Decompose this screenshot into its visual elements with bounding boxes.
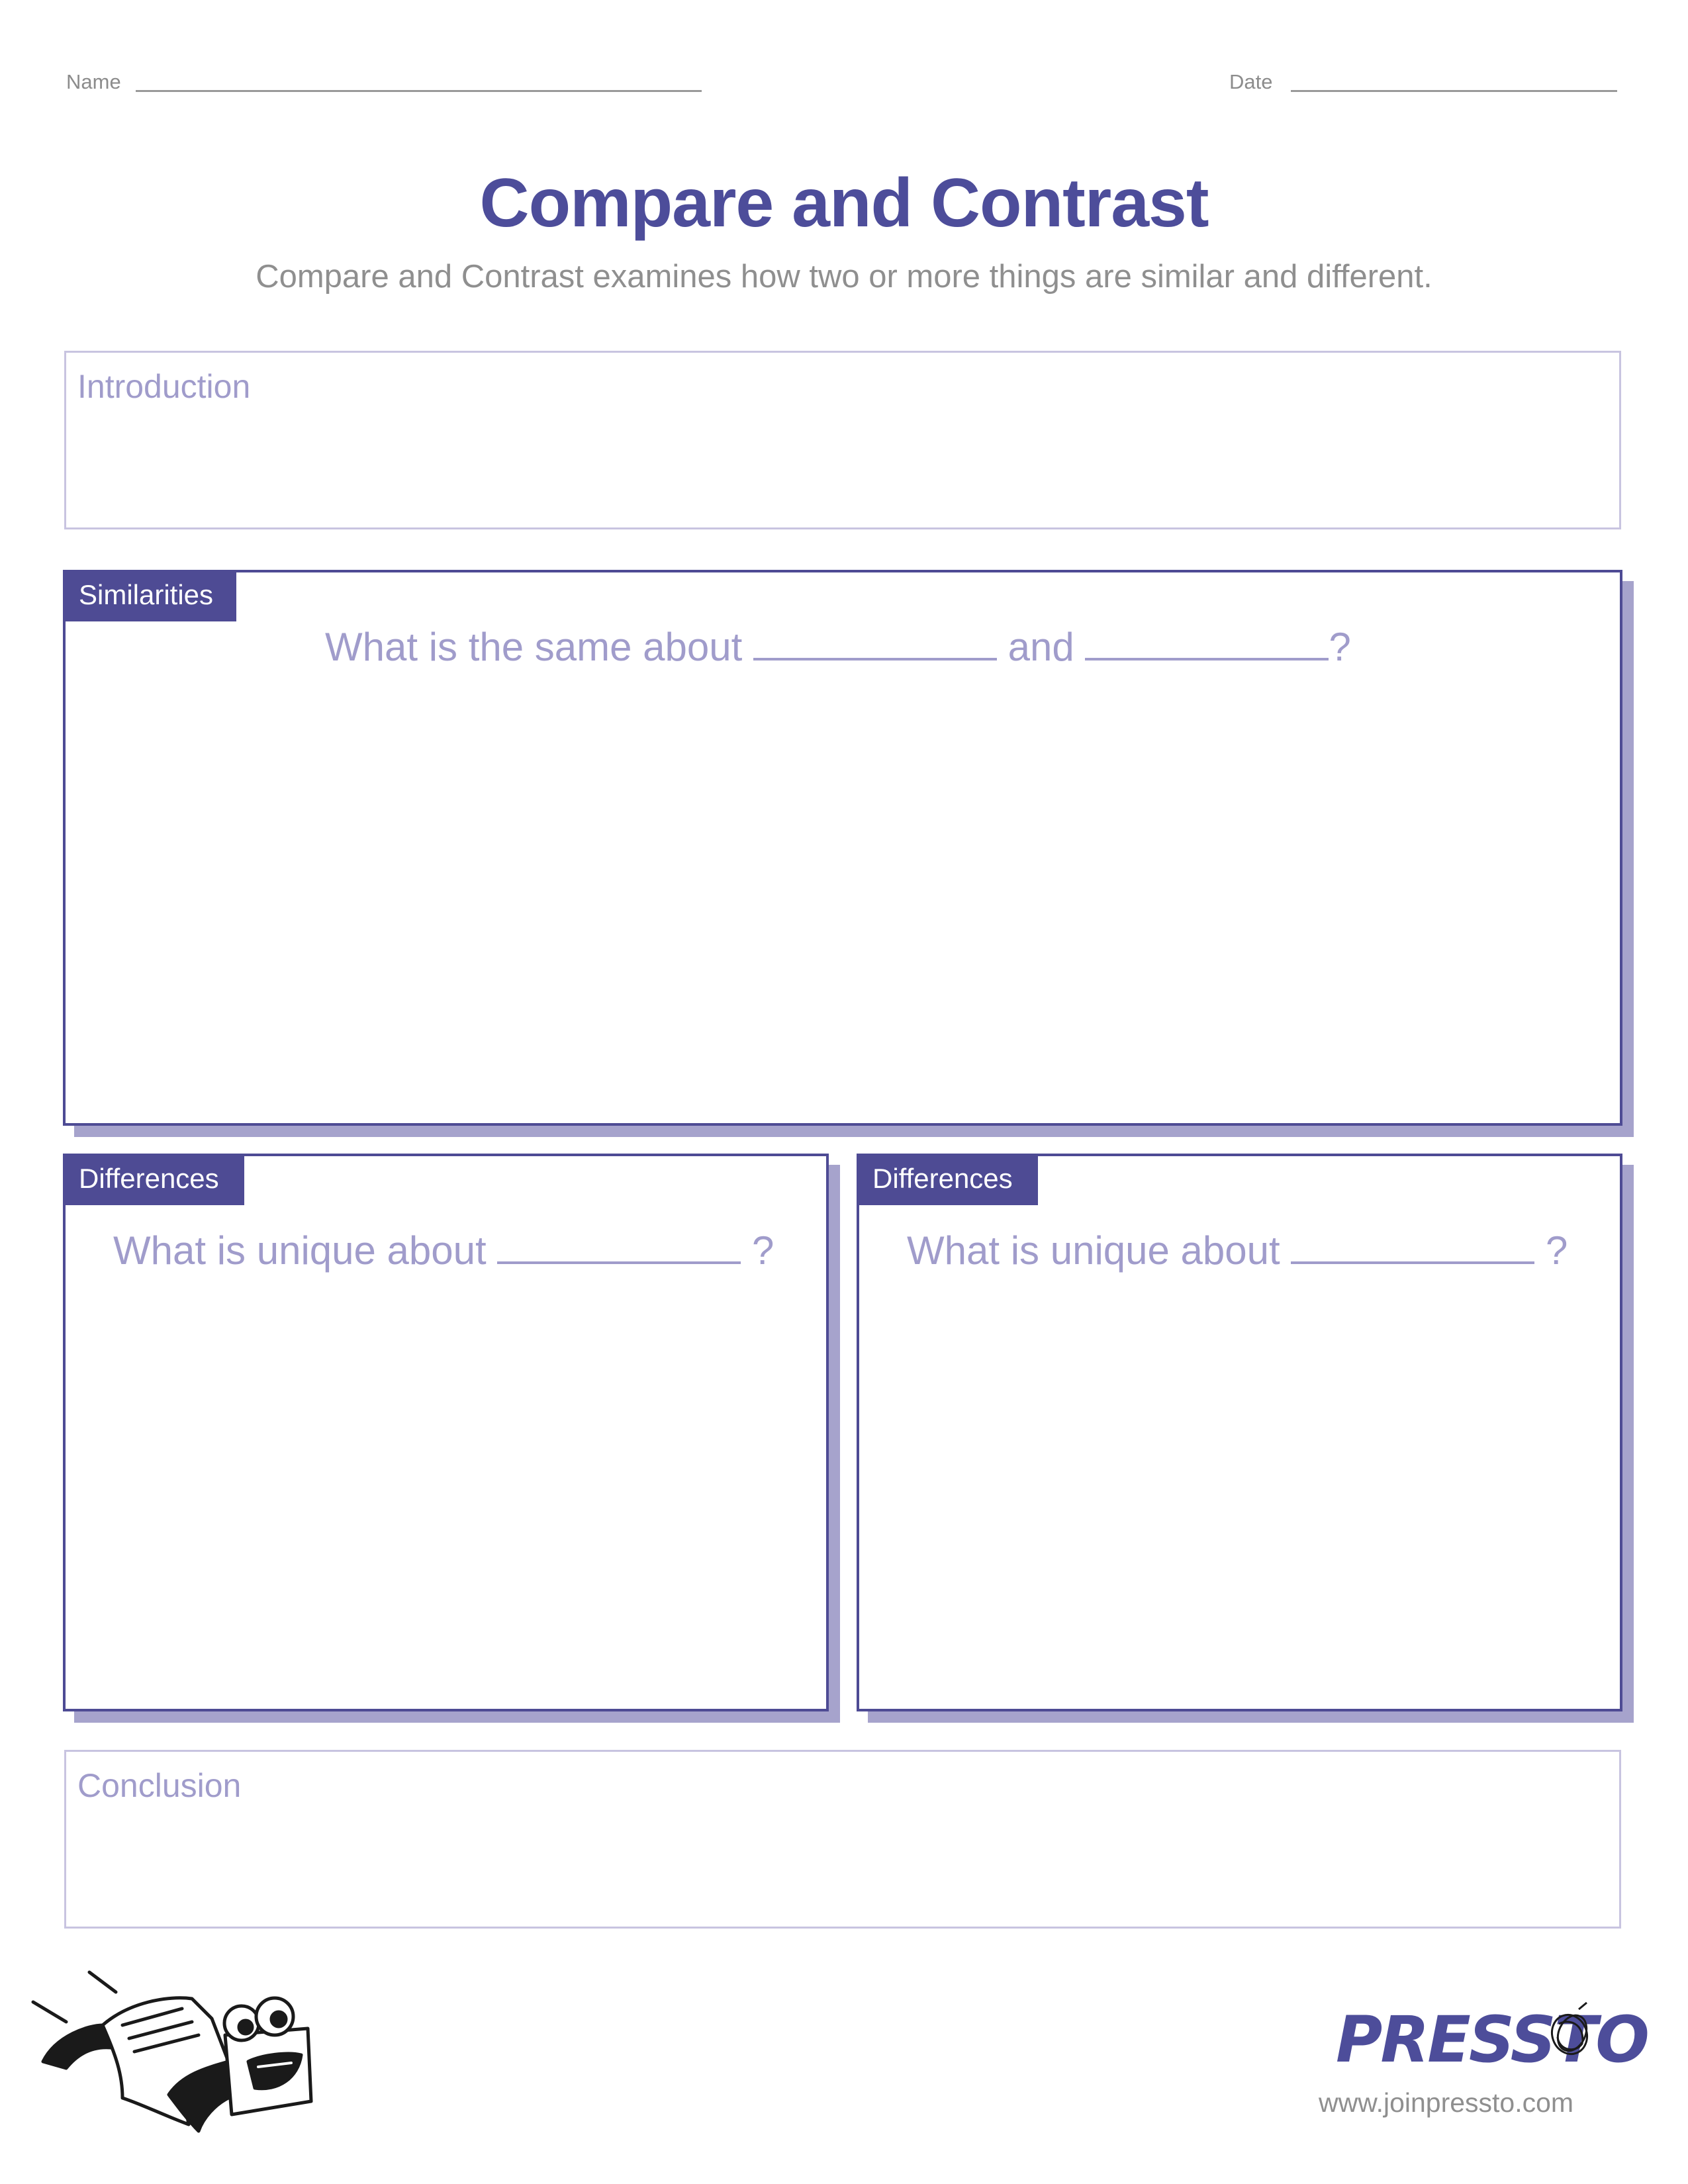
mascot-illustration-icon [30, 1962, 321, 2141]
differences-right-prompt-end: ? [1546, 1228, 1568, 1273]
similarities-card[interactable] [63, 570, 1622, 1126]
page-subtitle: Compare and Contrast examines how two or more things are similar and different. [256, 259, 1432, 295]
conclusion-box[interactable] [64, 1750, 1621, 1929]
name-field[interactable] [136, 90, 702, 92]
date-label: Date [1229, 70, 1273, 93]
differences-right-prompt [907, 1228, 1568, 1273]
introduction-label: Introduction [77, 368, 251, 405]
similarities-prompt-start: What is the same about [325, 625, 743, 669]
differences-right-prompt-start: What is unique about [907, 1228, 1280, 1273]
similarities-prompt [325, 624, 1351, 670]
similarities-prompt-mid: and [1008, 625, 1074, 669]
name-label: Name [66, 70, 121, 93]
differences-left-prompt-end: ? [752, 1228, 774, 1273]
differences-left-blank[interactable] [497, 1261, 741, 1264]
differences-left-card[interactable] [63, 1154, 829, 1711]
differences-right-blank[interactable] [1291, 1261, 1534, 1264]
page-title: Compare and Contrast [479, 165, 1209, 242]
introduction-box[interactable] [64, 351, 1621, 529]
differences-left-prompt [113, 1228, 774, 1273]
differences-right-tab: Differences [859, 1156, 1038, 1205]
differences-left-tab: Differences [66, 1156, 244, 1205]
website-url[interactable]: www.joinpressto.com [1319, 2087, 1574, 2118]
differences-left-prompt-start: What is unique about [113, 1228, 487, 1273]
differences-right-card[interactable] [857, 1154, 1622, 1711]
similarities-tab: Similarities [66, 572, 236, 621]
conclusion-label: Conclusion [77, 1767, 242, 1804]
scribble-o-icon [1546, 1997, 1599, 2064]
similarities-blank-1[interactable] [753, 658, 997, 660]
pressto-logo: PRESSTO [1336, 2003, 1648, 2077]
date-field[interactable] [1291, 90, 1617, 92]
similarities-blank-2[interactable] [1085, 658, 1329, 660]
similarities-prompt-end: ? [1329, 625, 1351, 669]
